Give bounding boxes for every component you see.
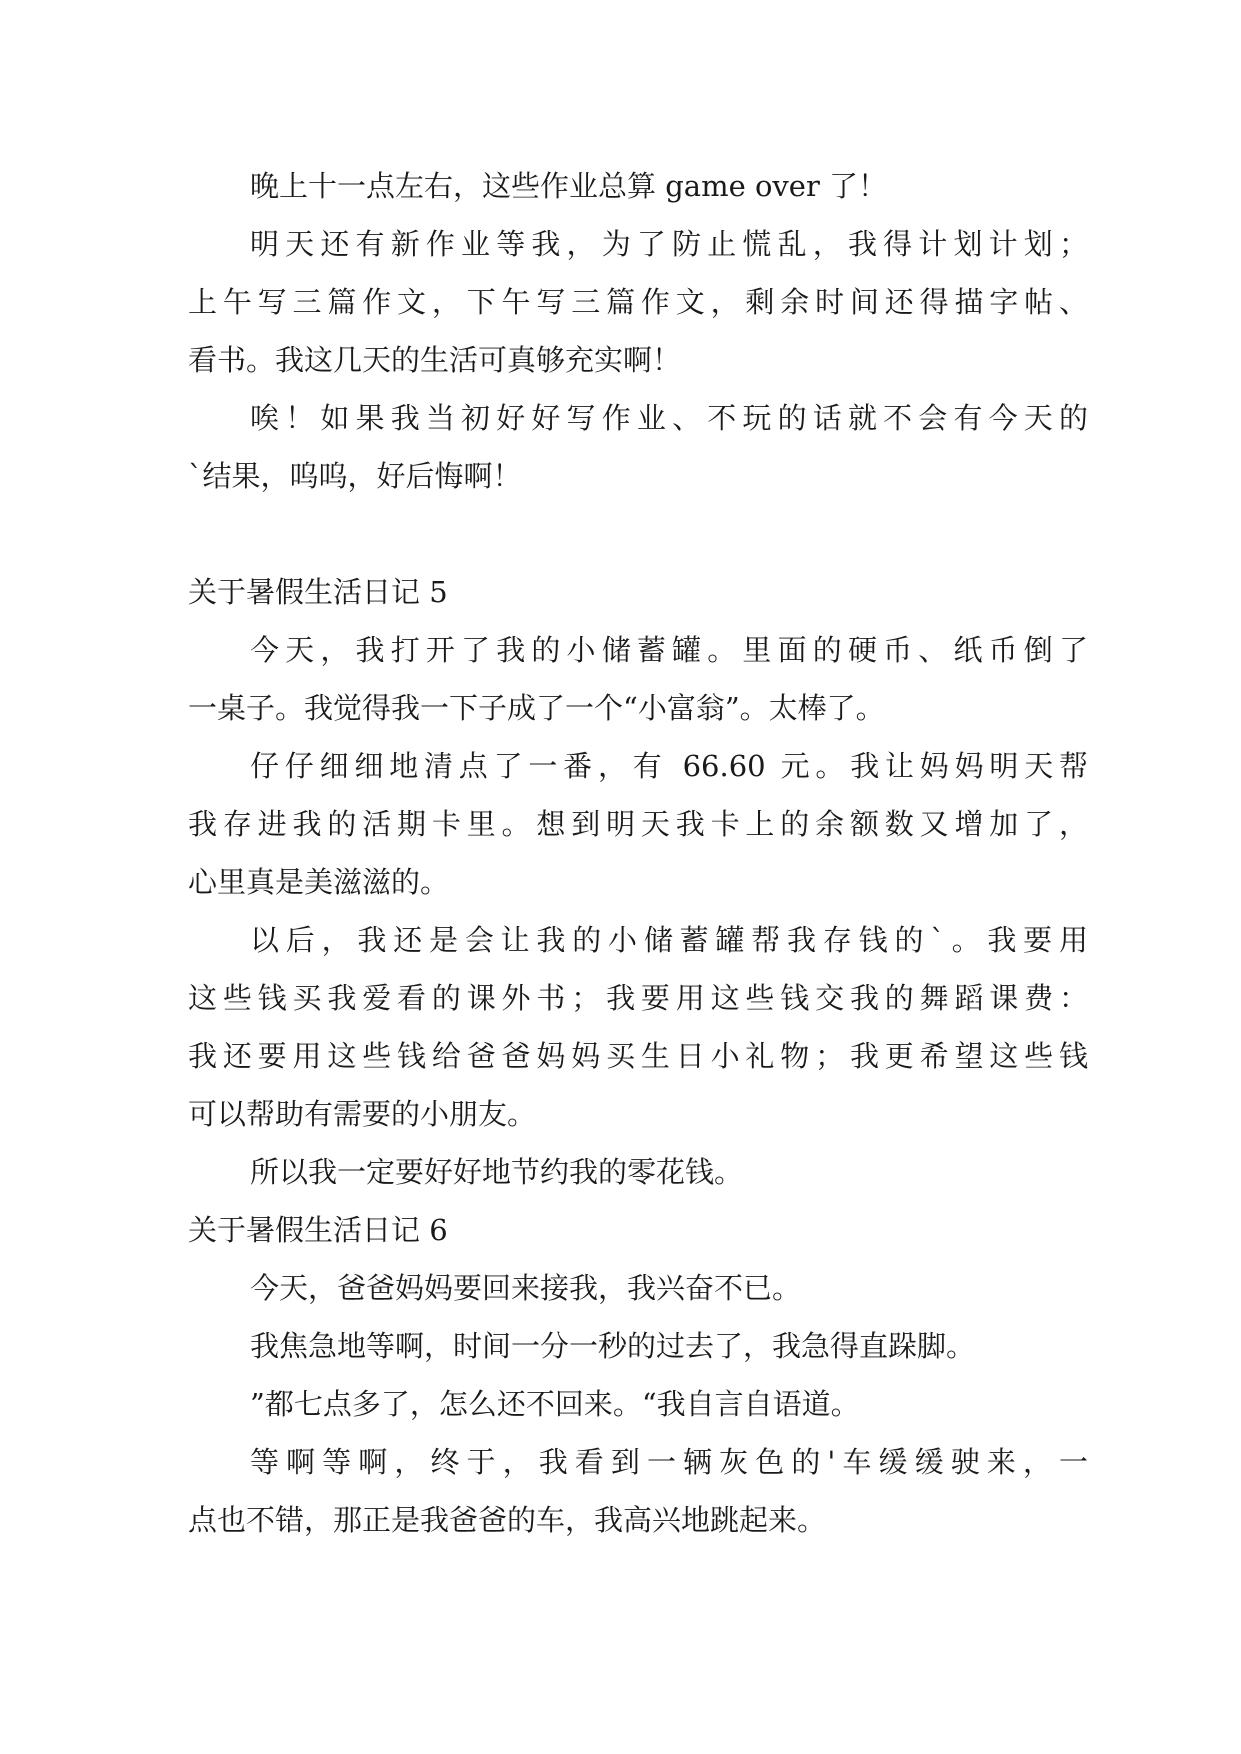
text-line: 仔仔细细地清点了一番，有 66.60 元。我让妈妈明天帮 [250,749,1088,783]
paragraph [188,1433,1088,1549]
text-line: 我焦急地等啊，时间一分一秒的过去了，我急得直跺脚。 [250,1329,976,1363]
text-line: 看书。我这几天的生活可真够充实啊！ [188,343,682,377]
text-line: 上午写三篇作文，下午写三篇作文，剩余时间还得描字帖、 [188,285,1088,319]
section-heading: 关于暑假生活日记 6 [188,1213,448,1247]
section-heading: 关于暑假生活日记 5 [188,575,448,609]
paragraph [188,1143,1088,1201]
text-line: 所以我一定要好好地节约我的零花钱。 [250,1155,744,1189]
text-line: 这些钱买我爱看的课外书；我要用这些钱交我的舞蹈课费： [188,981,1088,1015]
text-line: 我还要用这些钱给爸爸妈妈买生日小礼物；我更希望这些钱 [188,1039,1088,1073]
paragraph [188,911,1088,1143]
text-line: 今天，我打开了我的小储蓄罐。里面的硬币、纸币倒了 [250,633,1088,667]
text-line: 明天还有新作业等我，为了防止慌乱，我得计划计划； [250,227,1088,261]
text-line: `结果，呜呜，好后悔啊！ [188,459,522,493]
document-body [188,157,1088,1549]
text-line: 今天，爸爸妈妈要回来接我，我兴奋不已。 [250,1271,802,1305]
paragraph [188,157,1088,215]
paragraph [188,621,1088,737]
paragraph [188,389,1088,505]
blank-line [188,505,1088,563]
text-line: 等啊等啊，终于，我看到一辆灰色的'车缓缓驶来，一 [250,1445,1088,1479]
paragraph [188,1375,1088,1433]
paragraph [188,1259,1088,1317]
text-line: 晚上十一点左右，这些作业总算 game over 了！ [250,169,888,203]
text-line: 可以帮助有需要的小朋友。 [188,1097,537,1131]
paragraph [188,215,1088,389]
text-line: 一桌子。我觉得我一下子成了一个“小富翁”。太棒了。 [188,691,885,725]
text-line: 以后，我还是会让我的小储蓄罐帮我存钱的`。我要用 [250,923,1088,957]
text-line: 我存进我的活期卡里。想到明天我卡上的余额数又增加了， [188,807,1088,841]
text-line: ”都七点多了，怎么还不回来。“我自言自语道。 [250,1387,860,1421]
text-line: 心里真是美滋滋的。 [188,865,450,899]
text-line: 唉！如果我当初好好写作业、不玩的话就不会有今天的 [250,401,1088,435]
text-line: 点也不错，那正是我爸爸的车，我高兴地跳起来。 [188,1503,827,1537]
paragraph [188,737,1088,911]
paragraph [188,1317,1088,1375]
